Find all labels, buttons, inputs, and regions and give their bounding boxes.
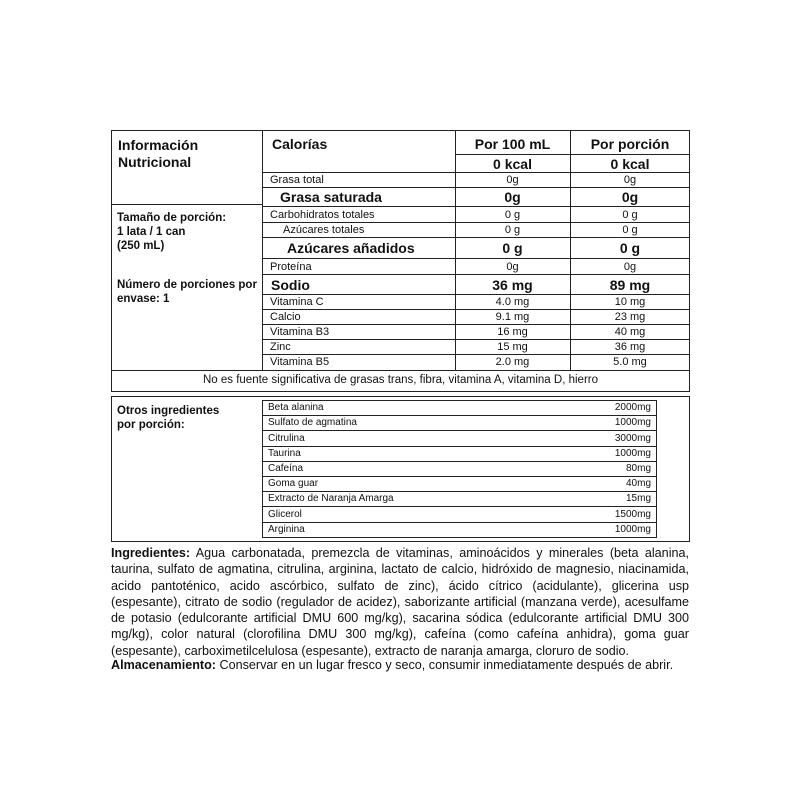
nutrition-title: Información Nutricional bbox=[118, 137, 199, 170]
nutrient-per-100ml: 0g bbox=[504, 189, 521, 205]
ingredient-amount: 1000mg bbox=[614, 448, 651, 459]
row-line bbox=[262, 506, 657, 507]
nutrient-per-serving: 0g bbox=[623, 174, 637, 186]
nutrient-per-100ml: 16 mg bbox=[497, 326, 528, 338]
ingredients-paragraph bbox=[111, 545, 689, 659]
nutrition-divider-left bbox=[262, 130, 263, 370]
other-ingredients-title: Otros ingredientes por porción: bbox=[117, 405, 220, 431]
row-line bbox=[262, 476, 657, 477]
storage-paragraph bbox=[111, 657, 689, 673]
row-line bbox=[262, 309, 690, 310]
row-line bbox=[262, 258, 690, 259]
row-line bbox=[262, 294, 690, 295]
servings-per-container: Número de porciones por envase: 1 bbox=[117, 279, 257, 305]
nutrient-per-100ml: 36 mg bbox=[492, 277, 533, 293]
nutrient-name: Grasa total bbox=[270, 174, 324, 186]
calories-per-100ml: 0 kcal bbox=[493, 156, 532, 172]
nutrition-footnote: No es fuente significativa de grasas trans, fibra, vitamina A, vitamina D, hierro bbox=[202, 374, 598, 386]
row-line bbox=[455, 154, 690, 155]
row-line bbox=[262, 522, 657, 523]
ingredient-amount: 15mg bbox=[625, 493, 651, 504]
row-line bbox=[262, 172, 690, 173]
ingredients-label: Ingredientes: bbox=[111, 546, 191, 560]
nutrient-per-serving: 36 mg bbox=[614, 341, 646, 353]
nutrient-name: Vitamina B3 bbox=[270, 326, 330, 338]
nutrient-per-100ml: 9.1 mg bbox=[495, 311, 530, 323]
ingredient-name: Sulfato de agmatina bbox=[268, 417, 357, 428]
nutrient-per-serving: 0g bbox=[621, 189, 639, 205]
row-line bbox=[262, 339, 690, 340]
ingredient-amount: 1000mg bbox=[614, 524, 651, 535]
row-line bbox=[262, 354, 690, 355]
nutrient-per-serving: 0 g bbox=[619, 240, 641, 256]
nutrient-per-100ml: 0g bbox=[506, 174, 519, 186]
ingredient-amount: 1500mg bbox=[614, 509, 651, 520]
row-line bbox=[262, 206, 690, 207]
header-per-100ml: Por 100 mL bbox=[474, 136, 551, 152]
nutrient-name: Carbohidratos totales bbox=[270, 209, 375, 221]
nutrient-name: Calcio bbox=[270, 311, 301, 323]
nutrient-name: Azúcares totales bbox=[283, 224, 365, 236]
nutrient-per-serving: 0 g bbox=[622, 209, 638, 221]
nutrition-left-separator bbox=[111, 204, 263, 205]
row-line bbox=[262, 324, 690, 325]
nutrient-per-100ml: 2.0 mg bbox=[495, 356, 530, 368]
nutrient-per-serving: 89 mg bbox=[609, 277, 651, 293]
row-line bbox=[262, 430, 657, 431]
nutrient-per-100ml: 0 g bbox=[504, 224, 521, 236]
ingredient-name: Glicerol bbox=[268, 509, 302, 520]
storage-label: Almacenamiento: bbox=[111, 658, 216, 672]
ingredient-name: Arginina bbox=[268, 524, 305, 535]
nutrient-per-serving: 23 mg bbox=[614, 311, 646, 323]
row-line bbox=[262, 237, 690, 238]
ingredient-name: Citrulina bbox=[268, 433, 305, 444]
ingredient-name: Extracto de Naranja Amarga bbox=[268, 493, 394, 504]
header-per-serving: Por porción bbox=[590, 136, 670, 152]
nutrient-name: Grasa saturada bbox=[280, 189, 382, 205]
nutrient-per-100ml: 0 g bbox=[502, 240, 523, 256]
footnote-separator bbox=[111, 370, 690, 371]
nutrient-per-serving: 0g bbox=[623, 261, 637, 273]
ingredient-amount: 40mg bbox=[625, 478, 651, 489]
nutrient-per-serving: 5.0 mg bbox=[613, 356, 647, 368]
row-line bbox=[262, 187, 690, 188]
ingredient-name: Beta alanina bbox=[268, 402, 324, 413]
nutrient-name: Zinc bbox=[270, 341, 291, 353]
row-line bbox=[262, 446, 657, 447]
calories-per-serving: 0 kcal bbox=[610, 156, 650, 172]
ingredient-amount: 1000mg bbox=[614, 417, 651, 428]
nutrient-per-100ml: 0 g bbox=[504, 209, 521, 221]
nutrient-name: Vitamina C bbox=[270, 296, 324, 308]
ingredient-name: Cafeína bbox=[268, 463, 304, 474]
ingredient-amount: 3000mg bbox=[614, 433, 651, 444]
nutrient-name: Azúcares añadidos bbox=[287, 240, 415, 256]
ingredient-amount: 2000mg bbox=[614, 402, 651, 413]
row-line bbox=[262, 491, 657, 492]
serving-size: Tamaño de porción: 1 lata / 1 can (250 mL) bbox=[117, 212, 227, 252]
storage-text: Conservar en un lugar fresco y seco, consumir inmediatamente después de abrir. bbox=[215, 658, 674, 672]
nutrient-per-serving: 10 mg bbox=[614, 296, 646, 308]
ingredient-name: Taurina bbox=[268, 448, 301, 459]
nutrient-per-100ml: 0g bbox=[506, 261, 519, 273]
nutrient-name: Proteína bbox=[270, 261, 312, 273]
nutrient-name: Vitamina B5 bbox=[270, 356, 330, 368]
row-line bbox=[262, 415, 657, 416]
nutrient-per-serving: 0 g bbox=[622, 224, 638, 236]
ingredient-amount: 80mg bbox=[625, 463, 651, 474]
header-calories: Calorías bbox=[272, 136, 328, 152]
row-line bbox=[262, 222, 690, 223]
row-line bbox=[262, 274, 690, 275]
row-line bbox=[262, 461, 657, 462]
nutrient-per-100ml: 15 mg bbox=[497, 341, 528, 353]
nutrient-per-100ml: 4.0 mg bbox=[495, 296, 530, 308]
ingredient-name: Goma guar bbox=[268, 478, 319, 489]
nutrient-per-serving: 40 mg bbox=[614, 326, 646, 338]
nutrient-name: Sodio bbox=[271, 277, 310, 293]
ingredients-text: Agua carbonatada, premezcla de vitaminas, aminoácidos y minerales (beta alanina, taurina, sulfato de agmatina, citrulina, arginina, lactato de calcio, hidróxido de magnesio, niacinamida, acido pantoténico, acido ascórbico, sulfato de zinc), ácido cítrico (acidulante), glicerina usp (espesante), citrato de sodio (regulador de acidez), saborizante artificial (manzana verde), acesulfame de potasio (edulcorante artificial DMU 600 mg/kg), sacarina sódica (edulcorante artificial DMU 300 mg/kg), color natural (clorofilina DMU 300 mg/kg), cafeína (como cafeína anhidra), goma guar (espesante), carboximetilcelulosa (espesante), extracto de naranja amarga, cloruro de sodio. bbox=[111, 546, 689, 658]
